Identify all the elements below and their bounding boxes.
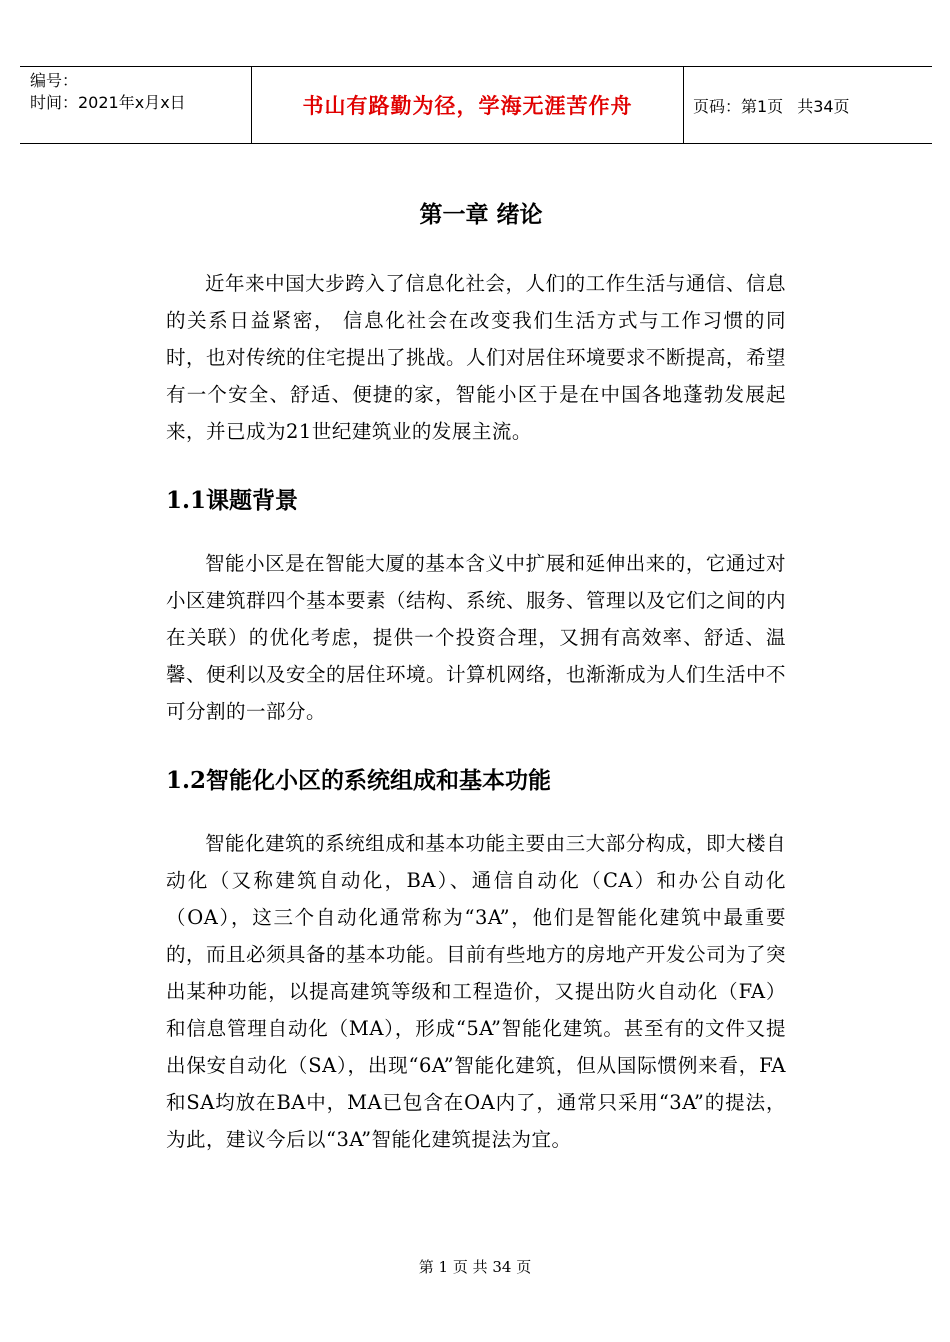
total-pages-label: 共34页 [797, 96, 850, 116]
number-label: 编号： [30, 71, 79, 90]
time-label: 时间：2021年x月x日 [30, 93, 186, 112]
section-paragraph-1-1: 智能小区是在智能大厦的基本含义中扩展和延伸出来的，它通过对小区建筑群四个基本要素（结构、系统、服务、管理以及它们之间的内在关联）的优化考虑，提供一个投资合理，又拥有高效率、舒适、温馨、便利以及安全的居住环境。计算机网络，也渐渐成为人们生活中不可分割的一部分。 [166, 552, 787, 723]
chapter-title: 第一章 绪论 [419, 201, 543, 228]
page-footer: 第 1 页 共 34 页 [418, 1258, 532, 1276]
intro-paragraph: 近年来中国大步跨入了信息化社会，人们的工作生活与通信、信息的关系日益紧密， 信息化社会在改变我们生活方式与工作习惯的同时，也对传统的住宅提出了挑战。人们对居住环境要求不断提高，希望有一个安全、舒适、便捷的家，智能小区于是在中国各地蓬勃发展起来，并已成为21世纪建筑业的发展主流。 [166, 272, 787, 443]
page-label: 页码：第1页 [693, 96, 784, 116]
document-body [166, 196, 786, 1158]
section-title-1-1: 1.1课题背景 [166, 487, 299, 514]
header-meta [20, 67, 252, 143]
section-paragraph-1-2: 智能化建筑的系统组成和基本功能主要由三大部分构成，即大楼自动化（又称建筑自动化，BA）、通信自动化（CA）和办公自动化（OA），这三个自动化通常称为“3A”，他们是智能化建筑中最重要的，而且必须具备的基本功能。目前有些地方的房地产开发公司为了突出某种功能，以提高建筑等级和工程造价，又提出防火自动化（FA）和信息管理自动化（MA），形成“5A”智能化建筑。甚至有的文件又提出保安自动化（SA），出现“6A”智能化建筑，但从国际惯例来看，FA和SA均放在BA中，MA已包含在OA内了，通常只采用“3A”的提法，为此，建议今后以“3A”智能化建筑提法为宜。 [166, 832, 787, 1151]
page-header [20, 66, 932, 144]
header-page-info [683, 67, 932, 143]
section-title-1-2: 1.2智能化小区的系统组成和基本功能 [166, 767, 552, 794]
header-motto: 书山有路勤为径，学海无涯苦作舟 [252, 67, 684, 143]
